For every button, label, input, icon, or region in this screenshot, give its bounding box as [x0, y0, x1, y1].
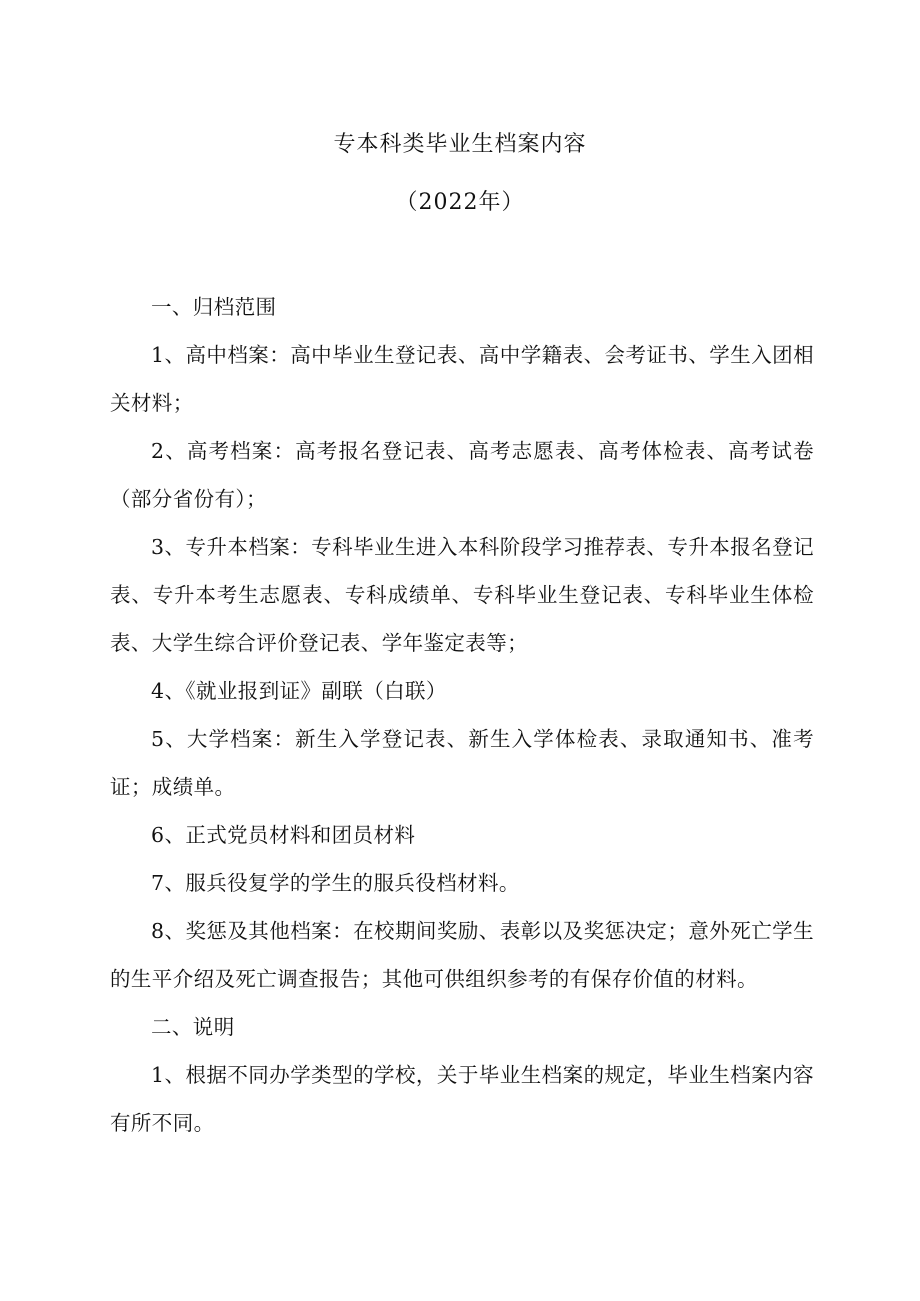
- scope-item-1: 1、高中档案：高中毕业生登记表、高中学籍表、会考证书、学生入团相关材料；: [110, 343, 814, 415]
- section-heading-scope: 一、归档范围: [151, 295, 277, 319]
- document-subtitle: （2022年）: [395, 190, 525, 215]
- scope-item-6: 6、正式党员材料和团员材料: [151, 823, 416, 847]
- scope-item-4: 4、《就业报到证》副联（白联）: [151, 679, 447, 703]
- section-heading-notes: 二、说明: [151, 1015, 235, 1039]
- document-body: [110, 283, 814, 1147]
- scope-item-3: 3、专升本档案：专科毕业生进入本科阶段学习推荐表、专升本报名登记表、专升本考生志愿表、专科成绩单、专科毕业生登记表、专科毕业生体检表、大学生综合评价登记表、学年鉴定表等；: [110, 535, 814, 655]
- scope-item-7: 7、服兵役复学的学生的服兵役档材料。: [151, 871, 520, 895]
- notes-item-1: 1、根据不同办学类型的学校，关于毕业生档案的规定，毕业生档案内容有所不同。: [110, 1063, 814, 1135]
- document-title: 专本科类毕业生档案内容: [333, 132, 587, 157]
- scope-item-2: 2、高考档案：高考报名登记表、高考志愿表、高考体检表、高考试卷（部分省份有）；: [110, 439, 814, 511]
- scope-item-5: 5、大学档案：新生入学登记表、新生入学体检表、录取通知书、准考证；成绩单。: [110, 727, 814, 799]
- scope-item-8: 8、奖惩及其他档案：在校期间奖励、表彰以及奖惩决定；意外死亡学生的生平介绍及死亡调查报告；其他可供组织参考的有保存价值的材料。: [110, 919, 814, 991]
